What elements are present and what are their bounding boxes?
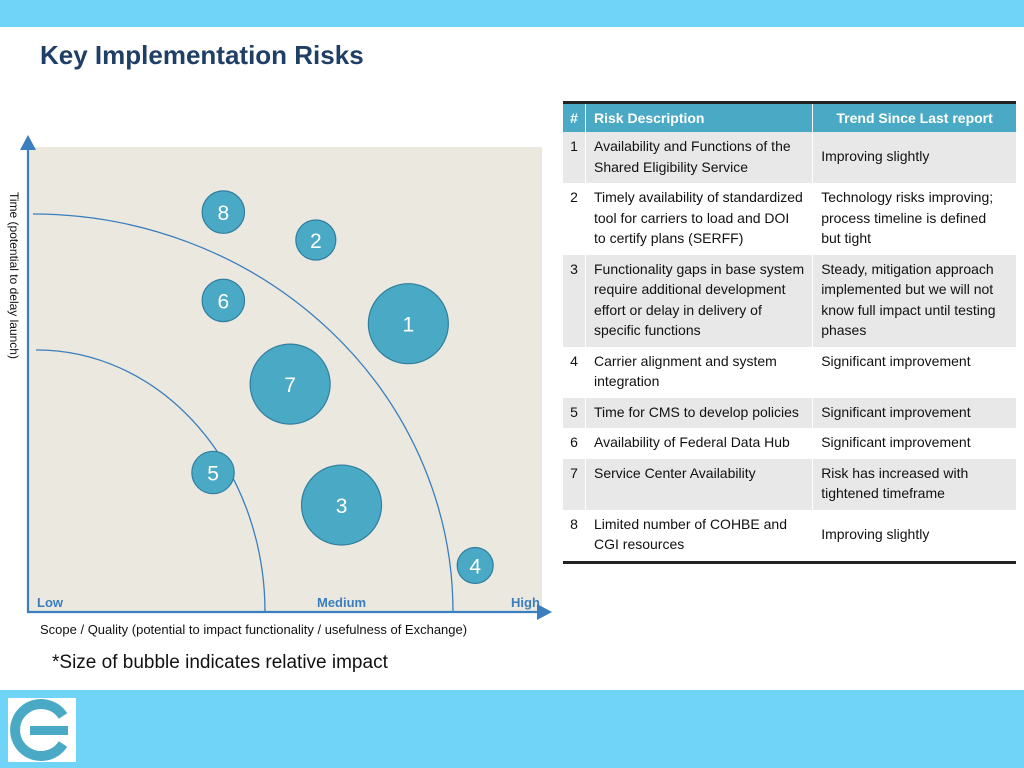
header-trend: Trend Since Last report xyxy=(813,103,1016,133)
row-description: Availability and Functions of the Shared Eligibility Service xyxy=(586,132,813,183)
row-description: Functionality gaps in base system require additional development effort or delay in delivery of specific functions xyxy=(586,255,813,347)
risk-bubble-label-5: 5 xyxy=(207,462,219,486)
row-number: 7 xyxy=(563,459,586,510)
row-number: 6 xyxy=(563,428,586,459)
risk-table-header xyxy=(563,103,1016,133)
row-trend: Improving slightly xyxy=(813,510,1016,563)
logo-c-icon xyxy=(8,698,76,762)
row-description: Time for CMS to develop policies xyxy=(586,398,813,429)
y-axis-arrow xyxy=(20,135,36,150)
row-trend: Risk has increased with tightened timeframe xyxy=(813,459,1016,510)
table-row xyxy=(563,428,1016,459)
risk-bubble-chart xyxy=(0,130,560,650)
table-row xyxy=(563,347,1016,398)
table-row xyxy=(563,398,1016,429)
risk-bubble-label-7: 7 xyxy=(284,374,296,398)
row-number: 8 xyxy=(563,510,586,563)
row-trend: Significant improvement xyxy=(813,347,1016,398)
x-level-low: Low xyxy=(37,595,63,610)
x-axis-label: Scope / Quality (potential to impact functionality / usefulness of Exchange) xyxy=(40,622,468,637)
row-number: 5 xyxy=(563,398,586,429)
risk-bubble-label-3: 3 xyxy=(335,495,348,519)
row-description: Availability of Federal Data Hub xyxy=(586,428,813,459)
row-number: 2 xyxy=(563,183,586,255)
page-title: Key Implementation Risks xyxy=(40,40,364,70)
top-band xyxy=(0,0,1024,27)
row-trend: Significant improvement xyxy=(813,398,1016,429)
row-number: 3 xyxy=(563,255,586,347)
table-row xyxy=(563,510,1016,563)
risk-bubble-label-6: 6 xyxy=(217,290,230,314)
row-trend: Steady, mitigation approach implemented but we will not know full impact until testing phases xyxy=(813,255,1016,347)
header-number: # xyxy=(563,103,586,133)
bottom-band xyxy=(0,690,1024,768)
risk-bubble-label-8: 8 xyxy=(217,202,230,226)
table-row xyxy=(563,459,1016,510)
risk-bubble-label-4: 4 xyxy=(469,555,482,579)
bubble-size-note: *Size of bubble indicates relative impact xyxy=(52,652,388,673)
risk-table xyxy=(563,101,1016,564)
row-description: Service Center Availability xyxy=(586,459,813,510)
risk-bubble-label-1: 1 xyxy=(402,313,415,337)
table-row xyxy=(563,255,1016,347)
header-risk-description: Risk Description xyxy=(586,103,813,133)
table-row xyxy=(563,183,1016,255)
row-trend: Significant improvement xyxy=(813,428,1016,459)
row-description: Carrier alignment and system integration xyxy=(586,347,813,398)
row-number: 1 xyxy=(563,132,586,183)
y-axis-label: Time (potential to delay launch) xyxy=(7,192,21,359)
row-description: Limited number of COHBE and CGI resources xyxy=(586,510,813,563)
row-trend: Improving slightly xyxy=(813,132,1016,183)
row-number: 4 xyxy=(563,347,586,398)
row-description: Timely availability of standardized tool for carriers to load and DOI to certify plans (SERFF) xyxy=(586,183,813,255)
risk-bubble-label-2: 2 xyxy=(309,230,322,253)
row-trend: Technology risks improving; process timeline is defined but tight xyxy=(813,183,1016,255)
x-level-high: High xyxy=(511,595,540,610)
table-row xyxy=(563,132,1016,183)
x-level-medium: Medium xyxy=(317,595,367,610)
logo xyxy=(8,698,76,762)
